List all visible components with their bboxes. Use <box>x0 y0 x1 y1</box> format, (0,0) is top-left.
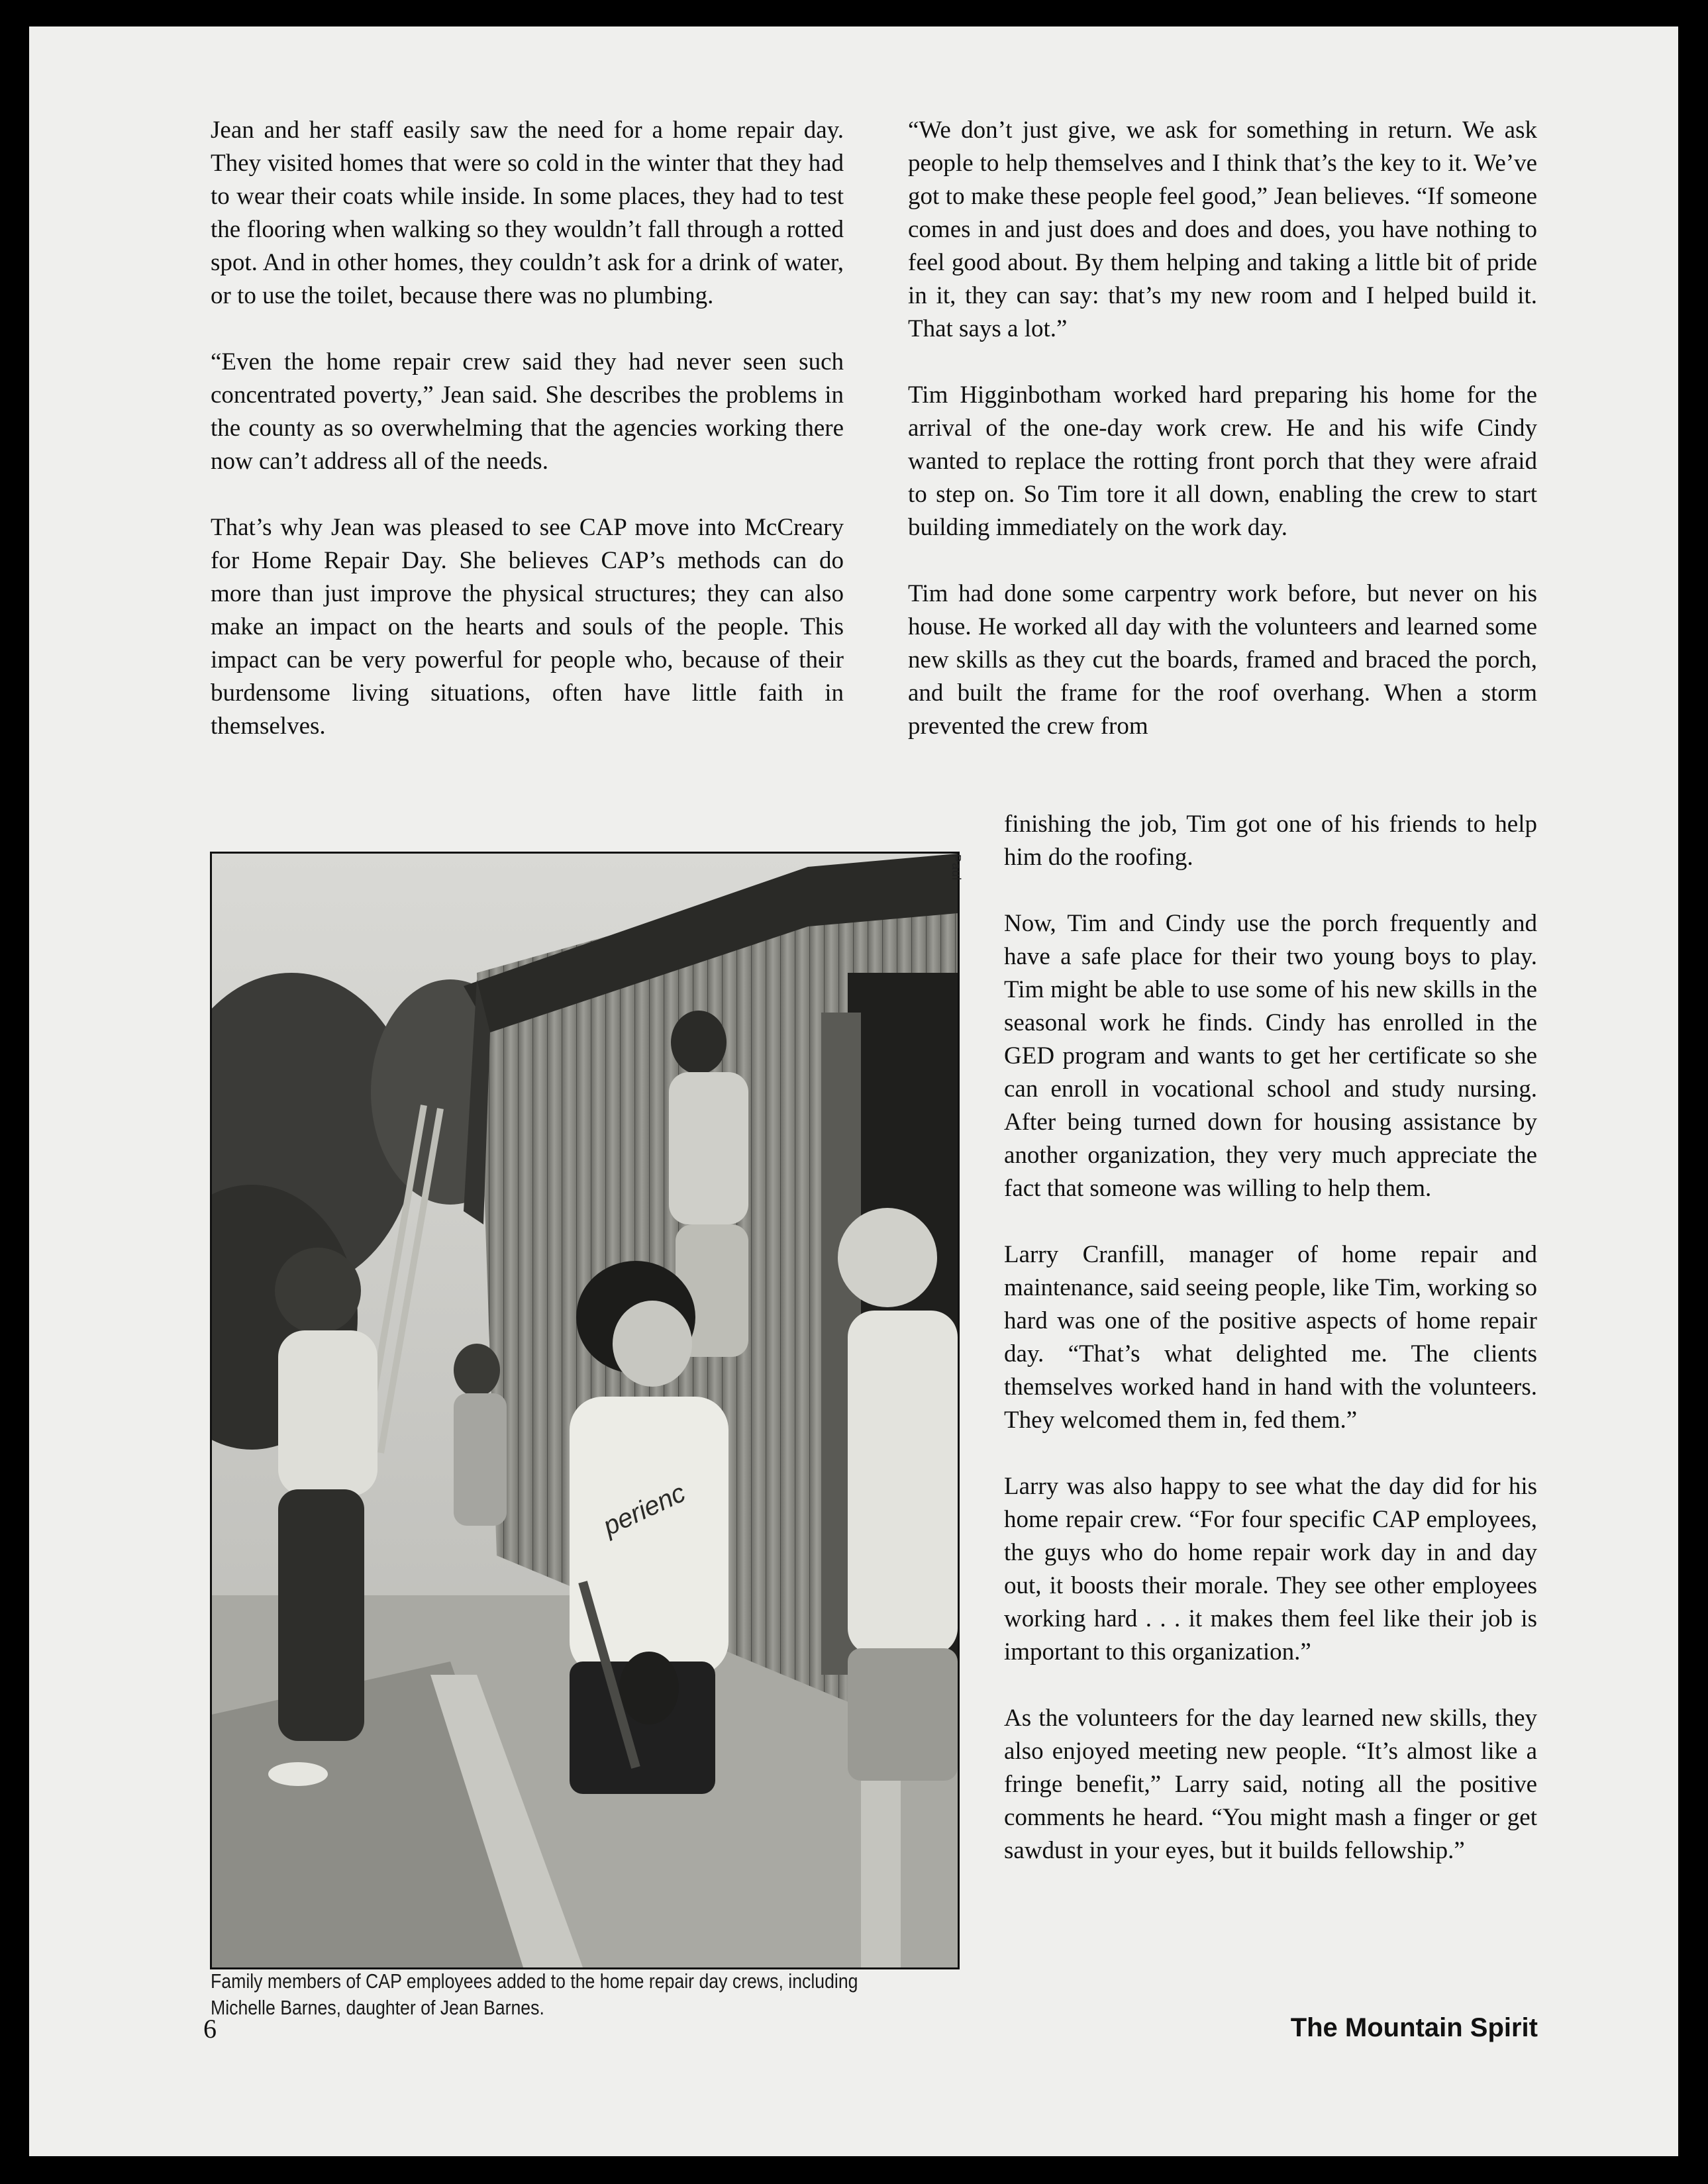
shirt-print: perienc <box>599 1478 690 1542</box>
paragraph: “Even the home repair crew said they had never seen such concentrated poverty,” Jean said. She describes the problems in the county as so overwhelming that the agencies working there now can’t address all of the needs. <box>211 348 844 475</box>
left-column <box>211 114 844 776</box>
paragraph: That’s why Jean was pleased to see CAP move into McCreary for Home Repair Day. She believes CAP’s methods can do more than just improve the physical structures; they can also make an impact on the hearts and souls of the people. This impact can be very powerful for people who, because of their burdensome living situations, often have little faith in themselves. <box>211 514 844 740</box>
paragraph: As the volunteers for the day learned new skills, they also enjoyed meeting new people. “It’s almost like a fringe benefit,” Larry said, noting all the positive comments he heard. “You might mash a finger or get sawdust in your eyes, but it builds fellowship.” <box>1004 1705 1537 1864</box>
home-repair-photo <box>210 852 960 1969</box>
publication-title: The Mountain Spirit <box>1290 2013 1538 2042</box>
right-column-bottom <box>1004 808 1537 1901</box>
caption-line: Michelle Barnes, daughter of Jean Barnes. <box>211 1996 544 2019</box>
caption-line: Family members of CAP employees added to the home repair day crews, including <box>211 1969 858 1993</box>
paragraph: Jean and her staff easily saw the need for a home repair day. They visited homes that were so cold in the winter that they had to wear their coats while inside. In some places, they had to test the flooring when walking so they wouldn’t fall through a rotted spot. And in other homes, they couldn’t ask for a drink of water, or to use the toilet, because there was no plumbing. <box>211 117 844 309</box>
paragraph: Tim had done some carpentry work before, but never on his house. He worked all day with the volunteers and learned some new skills as they cut the boards, framed and braced the porch, and built the frame for the roof overhang. When a storm prevented the crew from <box>908 580 1537 740</box>
photo-caption <box>211 1968 858 2021</box>
paragraph: finishing the job, Tim got one of his friends to help him do the roofing. <box>1004 811 1537 871</box>
right-column-top <box>908 114 1537 743</box>
magazine-page <box>29 26 1678 2156</box>
paragraph: Larry Cranfill, manager of home repair and maintenance, said seeing people, like Tim, working so hard was one of the positive aspects of home repair day. “That’s what delighted me. The clients themselves worked hand in hand with the volunteers. They welcomed them in, fed them.” <box>1004 1241 1537 1434</box>
page-number: 6 <box>203 2014 217 2044</box>
paragraph: “We don’t just give, we ask for something in return. We ask people to help themselves and I think that’s the key to it. We’ve got to make these people feel good,” Jean believes. “If someone comes in and just does and does and does, you have nothing to feel good about. By them helping and taking a little bit of pride in it, they can say: that’s my new room and I helped build it. That says a lot.” <box>908 117 1537 342</box>
paragraph: Tim Higginbotham worked hard preparing his home for the arrival of the one-day work crew. He and his wife Cindy wanted to replace the rotting front porch that they were afraid to step on. So Tim tore it all down, enabling the crew to start building immediately on the work day. <box>908 381 1537 541</box>
paragraph: Now, Tim and Cindy use the porch frequently and have a safe place for their two young boys to play. Tim might be able to use some of his new skills in the seasonal work he finds. Cindy has enrolled in the GED program and wants to get her certificate so she can enroll in vocational school and study nursing. After being turned down for housing assistance by another organization, they very much appreciate the fact that someone was willing to help them. <box>1004 910 1537 1202</box>
photo-credit: Paul <box>950 854 963 881</box>
paragraph: Larry was also happy to see what the day did for his home repair crew. “For four specific CAP employees, the guys who do home repair work day in and day out, it boosts their morale. They see other employees working hard . . . it makes them feel like their job is important to this organization.” <box>1004 1473 1537 1665</box>
